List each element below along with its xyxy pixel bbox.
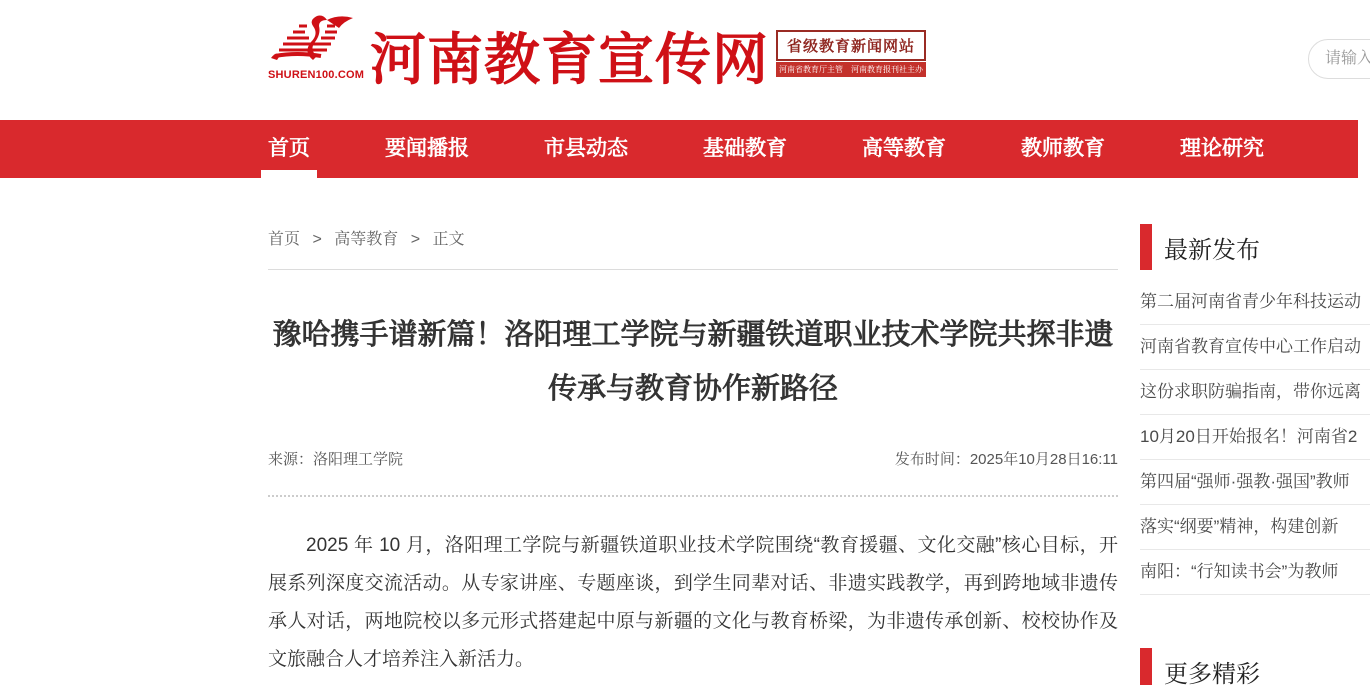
article-body xyxy=(268,527,1118,679)
article-meta xyxy=(268,448,1118,469)
breadcrumb-divider xyxy=(268,269,1118,270)
badge-subtitle: 河南省教育厅主管 河南教育报刊社主办 xyxy=(776,62,926,77)
red-bar-icon xyxy=(1140,224,1152,270)
breadcrumb-section[interactable]: 高等教育 xyxy=(334,231,399,248)
list-item[interactable]: 落实“纲要”精神，构建创新 xyxy=(1140,505,1370,550)
more-section-header xyxy=(1140,648,1370,685)
latest-list xyxy=(1140,280,1370,595)
nav-item-teacher-edu[interactable]: 教师教育 xyxy=(1021,137,1105,160)
article-title: 豫哈携手谱新篇！洛阳理工学院与新疆铁道职业技术学院共探非遗传承与教育协作新路径 xyxy=(272,319,1114,405)
list-item[interactable]: 第四届“强师·强教·强国”教师 xyxy=(1140,460,1370,505)
site-title: 河南教育宣传网 xyxy=(370,28,769,91)
site-logo[interactable] xyxy=(268,12,365,81)
nav-item-local[interactable]: 市县动态 xyxy=(544,137,628,160)
latest-section-header xyxy=(1140,224,1370,270)
search-input[interactable] xyxy=(1308,39,1370,79)
nav-item-higher-edu[interactable]: 高等教育 xyxy=(862,137,946,160)
article-source: 来源：洛阳理工学院 xyxy=(268,451,404,468)
page-content xyxy=(0,178,1370,685)
nav-item-theory[interactable]: 理论研究 xyxy=(1180,137,1264,160)
phoenix-logo-icon xyxy=(269,12,359,68)
red-bar-icon xyxy=(1140,648,1152,685)
latest-section-title: 最新发布 xyxy=(1164,236,1260,264)
sidebar xyxy=(1140,224,1370,685)
site-header xyxy=(0,0,1370,120)
nav-item-home[interactable]: 首页 xyxy=(268,120,310,178)
article-column xyxy=(268,178,1118,679)
meta-divider xyxy=(268,495,1118,497)
logo-domain-text: SHUREN100.COM xyxy=(268,69,365,81)
list-item[interactable]: 河南省教育宣传中心工作启动 xyxy=(1140,325,1370,370)
list-item[interactable]: 10月20日开始报名！河南省2 xyxy=(1140,415,1370,460)
main-nav xyxy=(0,120,1358,178)
list-item[interactable]: 南阳：“行知读书会”为教师 xyxy=(1140,550,1370,595)
list-item[interactable]: 这份求职防骗指南，带你远离 xyxy=(1140,370,1370,415)
breadcrumb-home[interactable]: 首页 xyxy=(268,231,301,248)
breadcrumb-separator: > xyxy=(410,231,421,248)
more-section-title: 更多精彩 xyxy=(1164,660,1260,685)
breadcrumb-separator: > xyxy=(312,231,322,248)
article-paragraph: 2025 年 10 月，洛阳理工学院与新疆铁道职业技术学院围绕“教育援疆、文化交融”核心目标，开展系列深度交流活动。从专家讲座、专题座谈，到学生同辈对话、非遗实践教学，再到跨地域非遗传承人对话，两地院校以多元形式搭建起中原与新疆的文化与教育桥梁，为非遗传承创新、校校协作及文旅融合人才培养注入新活力。 xyxy=(268,535,1118,670)
nav-item-basic-edu[interactable]: 基础教育 xyxy=(703,137,787,160)
nav-item-news[interactable]: 要闻播报 xyxy=(385,137,469,160)
site-badge xyxy=(776,30,926,77)
breadcrumb xyxy=(268,226,1118,249)
list-item[interactable]: 第二届河南省青少年科技运动 xyxy=(1140,280,1370,325)
article-publish-time: 发布时间：2025年10月28日16:11 xyxy=(894,451,1118,468)
badge-title: 省级教育新闻网站 xyxy=(776,30,926,61)
breadcrumb-current: 正文 xyxy=(432,231,465,248)
